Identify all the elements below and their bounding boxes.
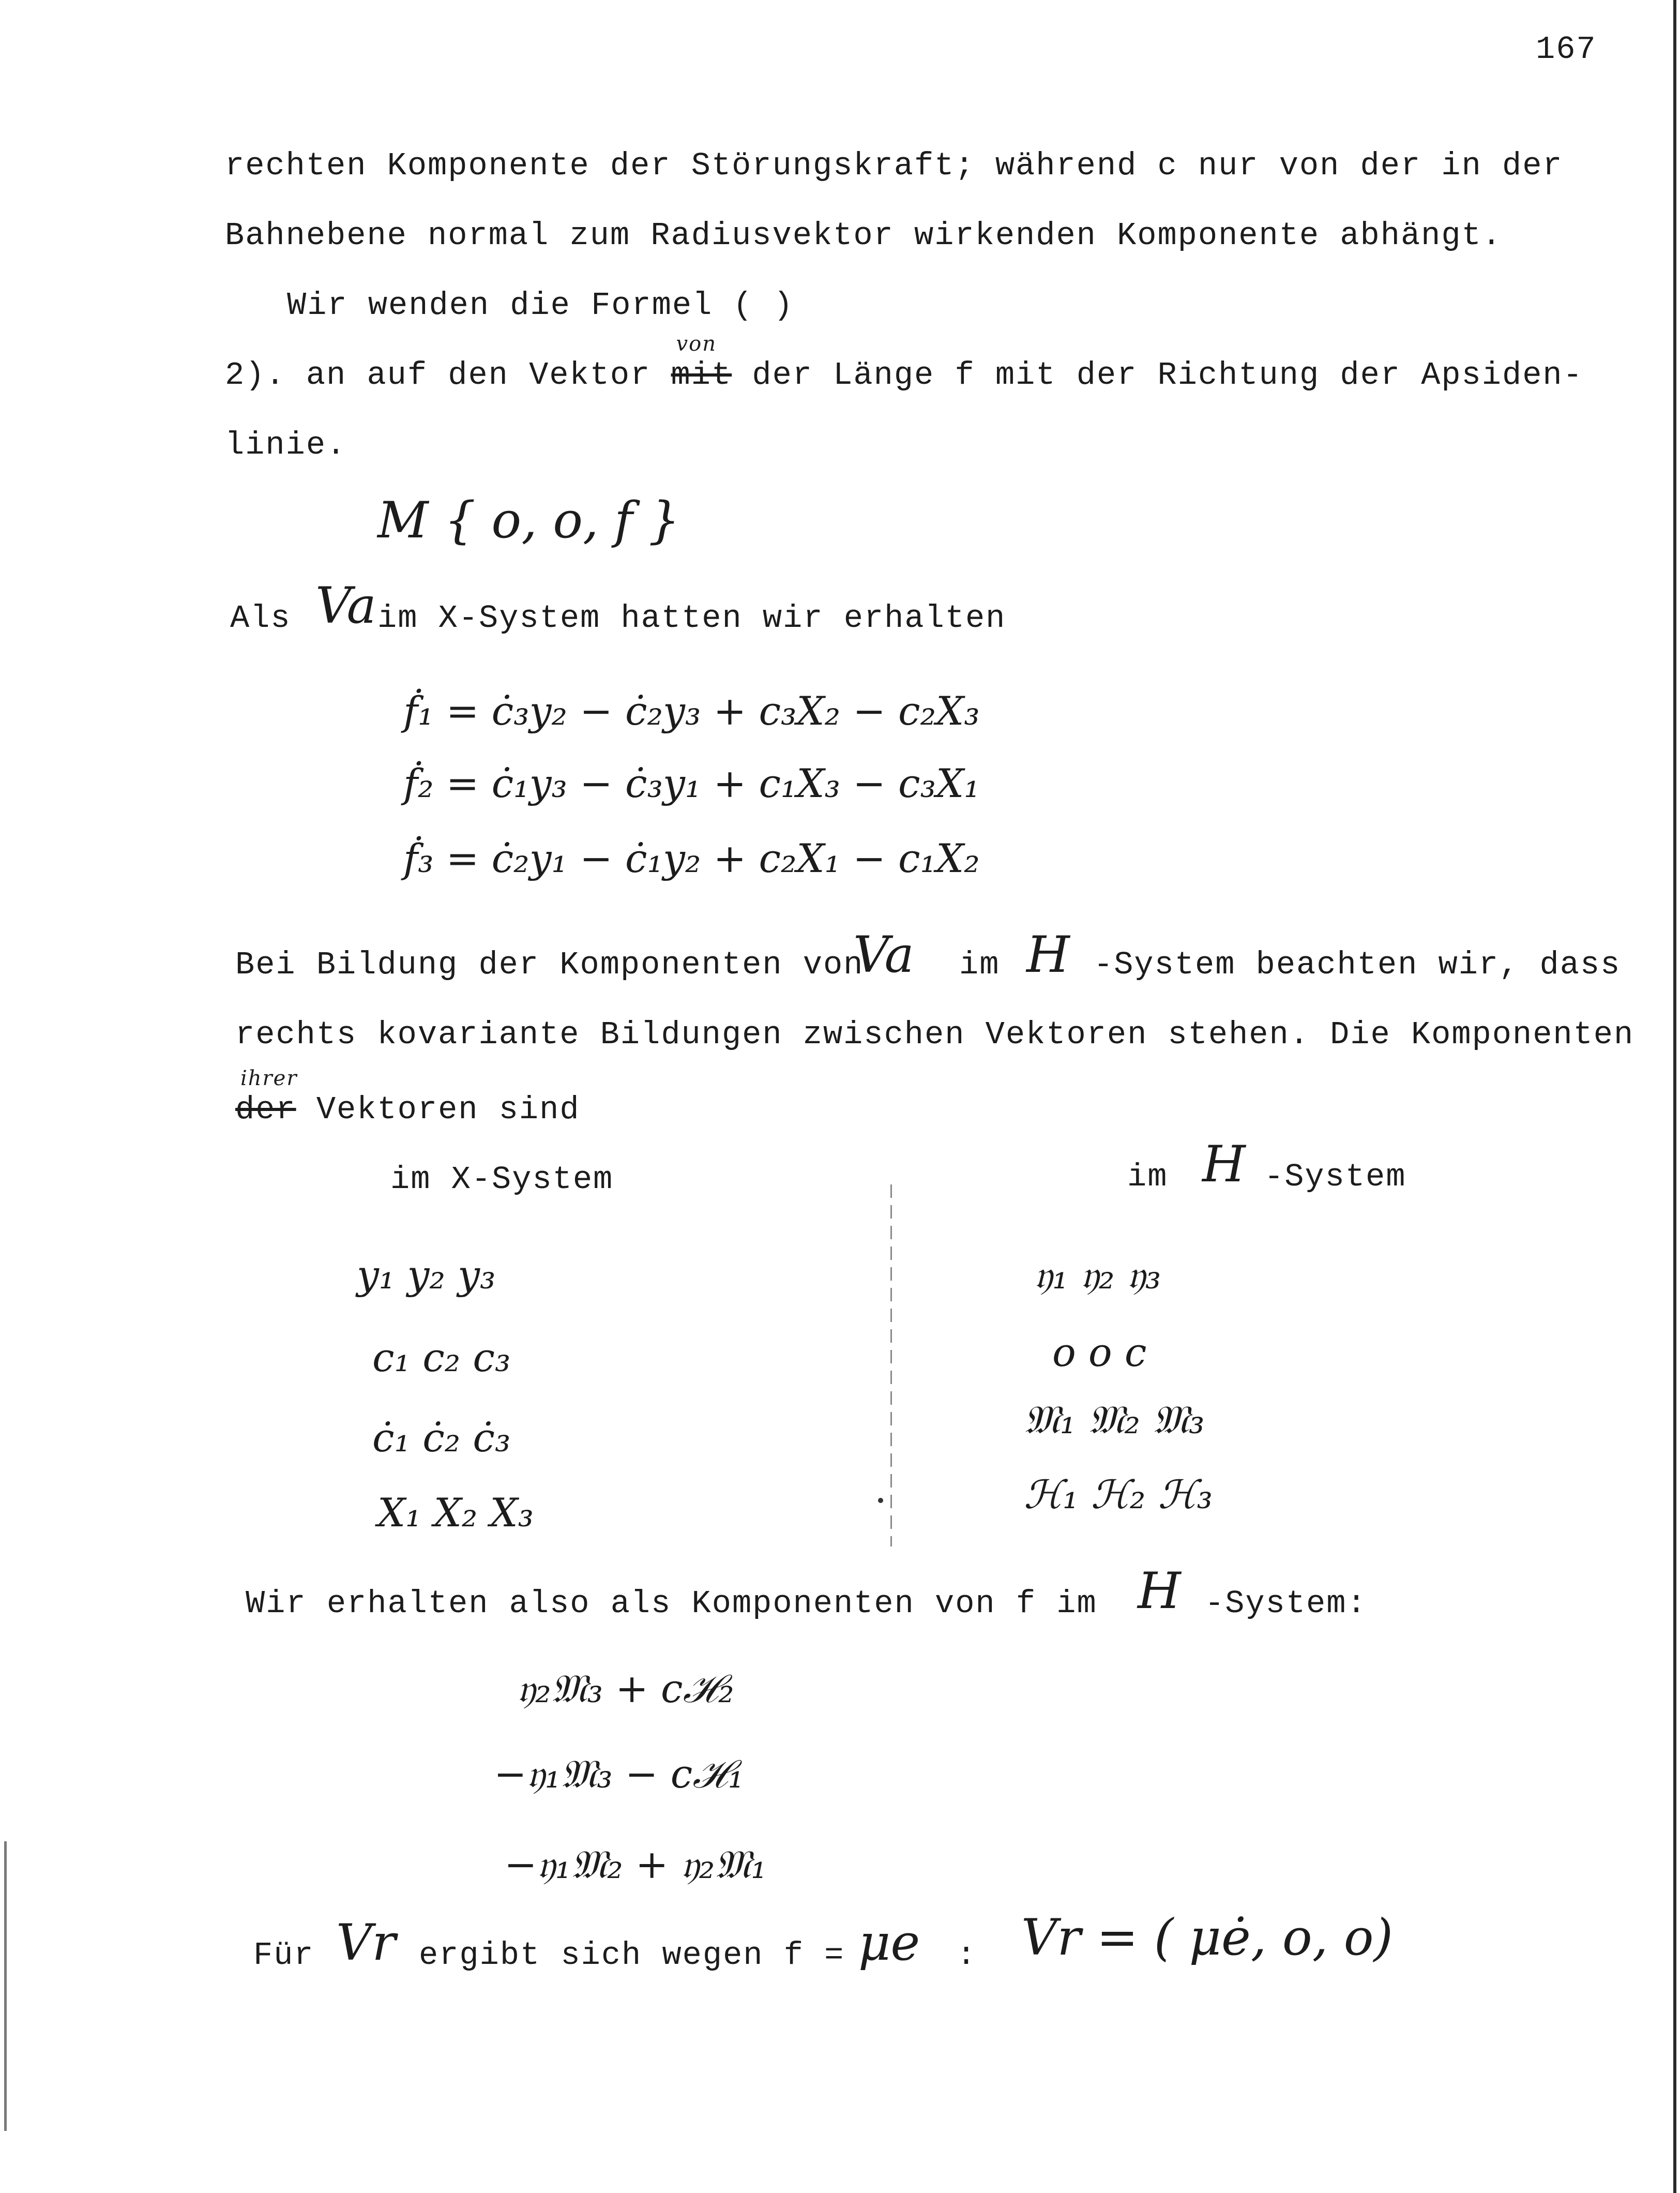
struck-word: mit <box>671 357 732 394</box>
heading-h-system: -System <box>1264 1159 1406 1195</box>
fur-text-rest: ergibt sich wegen f = <box>419 1937 845 1974</box>
handwritten-mu-e: μe <box>858 1914 920 1972</box>
fur-text: Für <box>253 1937 314 1974</box>
page-number: 167 <box>1536 31 1597 68</box>
x-column-row-4: X₁ X₂ X₃ <box>377 1490 534 1536</box>
handwritten-vector-m: M { o, o, f } <box>377 491 680 549</box>
struck-word-der: der <box>235 1091 296 1128</box>
text-line-5: linie. <box>225 427 347 463</box>
component-2: −𝔶₁𝔐₃ − cℋ₁ <box>494 1751 744 1797</box>
vektoren-text: Vektoren sind <box>316 1091 580 1128</box>
correction-mit-von <box>671 332 732 394</box>
handwritten-h-script: H <box>1026 926 1070 984</box>
inserted-word: von <box>676 332 717 356</box>
vektoren-line <box>235 1067 580 1128</box>
handwritten-va: Va <box>315 577 376 635</box>
handwritten-equation-1: ḟ₁ = ċ₃y₂ − ċ₂y₃ + c₃X₂ − c₂X₃ <box>403 688 980 734</box>
handwritten-vr-equation: Vr = ( μė, o, o) <box>1021 1909 1393 1966</box>
stray-dot <box>878 1498 883 1503</box>
text-line-4 <box>225 332 1583 394</box>
handwritten-vr: Vr <box>336 1914 396 1972</box>
correction-der-ihrer <box>235 1067 298 1128</box>
text-line-2: Bahnebene normal zum Radiusvektor wirkenden Komponente abhängt. <box>225 217 1502 254</box>
wir-erhalten-system: -System: <box>1205 1585 1367 1622</box>
als-text-rest: im X-System hatten wir erhalten <box>377 600 1006 637</box>
handwritten-h-script-3: H <box>1138 1562 1181 1620</box>
h-column-row-1: 𝔶₁ 𝔶₂ 𝔶₃ <box>1034 1252 1161 1298</box>
heading-h-im: im <box>1127 1159 1168 1195</box>
x-column-row-2: c₁ c₂ c₃ <box>372 1334 511 1380</box>
h-column-row-2: o o c <box>1052 1329 1147 1375</box>
page-edge-line <box>1673 0 1676 2193</box>
inserted-word-ihrer: ihrer <box>240 1067 298 1090</box>
x-column-row-1: y₁ y₂ y₃ <box>357 1252 496 1298</box>
bei-text: Bei Bildung der Komponenten von <box>235 947 864 983</box>
als-text: Als <box>230 600 291 637</box>
handwritten-va-2: Va <box>853 926 914 984</box>
handwritten-h-script-2: H <box>1202 1135 1246 1193</box>
text-line-1: rechten Komponente der Störungskraft; während c nur von der in der <box>225 147 1563 184</box>
bei-im: im <box>959 947 1000 983</box>
handwritten-equation-3: ḟ₃ = ċ₂y₁ − ċ₁y₂ + c₂X₁ − c₁X₂ <box>403 835 980 881</box>
text-line-4b: der Länge f mit der Richtung der Apsiden- <box>752 357 1583 394</box>
component-3: −𝔶₁𝔐₂ + 𝔶₂𝔐₁ <box>504 1841 767 1887</box>
h-column-row-4: ℋ₁ ℋ₂ ℋ₃ <box>1024 1471 1213 1518</box>
fur-colon: : <box>957 1937 977 1974</box>
x-column-row-3: ċ₁ ċ₂ ċ₃ <box>372 1415 511 1461</box>
margin-mark <box>4 1841 7 2131</box>
heading-x-system: im X-System <box>390 1161 614 1198</box>
bei-text-rest: -System beachten wir, dass <box>1094 947 1621 983</box>
handwritten-equation-2: ḟ₂ = ċ₁y₃ − ċ₃y₁ + c₁X₃ − c₃X₁ <box>403 760 980 806</box>
h-column-row-3: 𝔐₁ 𝔐₂ 𝔐₃ <box>1024 1396 1205 1443</box>
text-line-3: Wir wenden die Formel ( ) <box>287 287 794 324</box>
wir-erhalten-text: Wir erhalten also als Komponenten von f im <box>246 1585 1097 1622</box>
component-1: 𝔶₂𝔐₃ + cℋ₂ <box>517 1665 734 1711</box>
rechts-text: rechts kovariante Bildungen zwischen Vektoren stehen. Die Komponenten <box>235 1016 1634 1053</box>
column-divider <box>890 1184 892 1546</box>
text-line-4a: 2). an auf den Vektor <box>225 357 651 394</box>
